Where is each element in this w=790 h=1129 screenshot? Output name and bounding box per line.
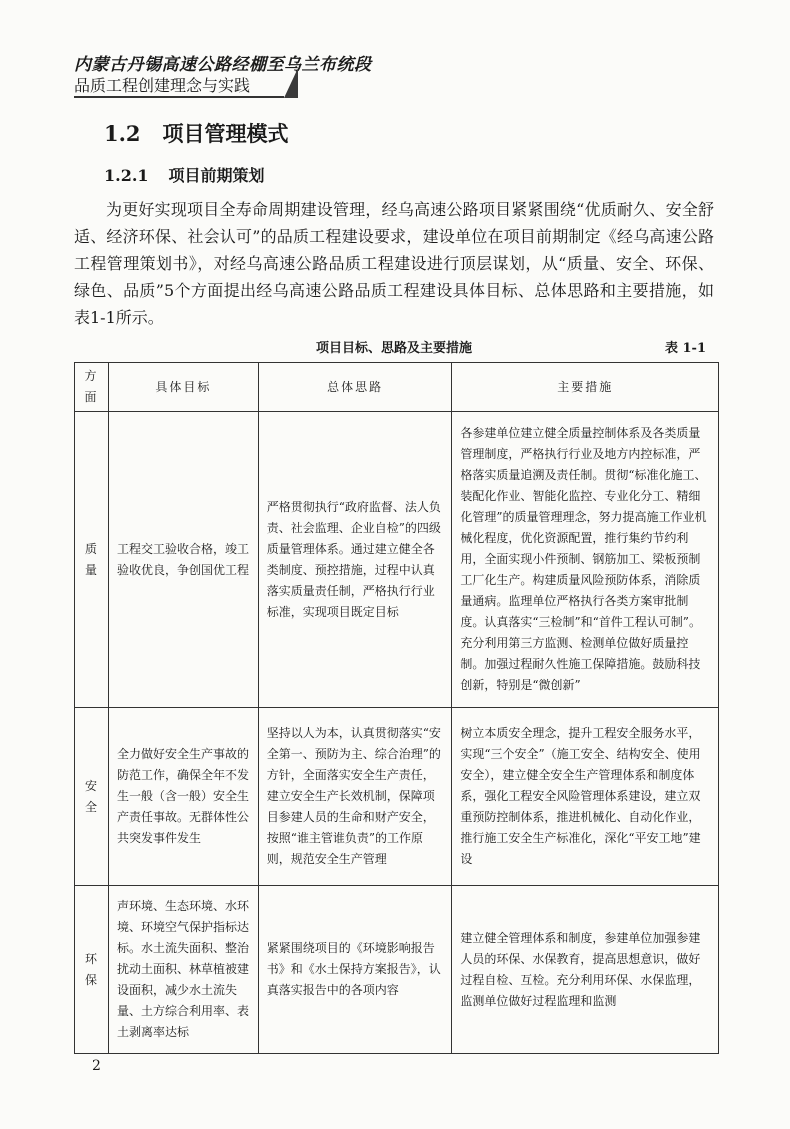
subsection-title: 项目前期策划 — [168, 166, 265, 185]
section-title: 项目管理模式 — [162, 121, 289, 146]
header-subtitle: 品质工程创建理念与实践 — [74, 76, 251, 95]
table-row — [75, 886, 719, 1054]
row-approach: 严格贯彻执行“政府监督、法人负责、社会监理、企业自检”的四级质量管理体系。通过建立健全各类制度、预控措施，过程中认真落实质量责任制，严格执行行业标准，实现项目既定目标 — [258, 412, 452, 708]
subsection-number: 1.2.1 — [104, 166, 149, 185]
table-caption-title: 项目目标、思路及主要措施 — [315, 341, 472, 356]
body-paragraph: 为更好实现项目全寿命周期建设管理，经乌高速公路项目紧紧围绕“优质耐久、安全舒适、经济环保、社会认可”的品质工程建设要求，建设单位在项目前期制定《经乌高速公路工程管理策划书》，对经乌高速公路品质工程建设进行顶层谋划，从“质量、安全、环保、绿色、品质”5个方面提出经乌高速公路品质工程建设具体目标、总体思路和主要措施，如表1-1所示。 — [74, 200, 714, 327]
measures-table — [74, 362, 719, 1054]
header-book-title: 内蒙古丹锡高速公路经棚至乌兰布统段 — [74, 55, 372, 75]
table-header-row — [75, 363, 719, 412]
subsection-heading — [104, 163, 265, 186]
row-measures: 树立本质安全理念，提升工程安全服务水平，实现“三个安全”（施工安全、结构安全、使用安全），建立健全安全生产管理体系和制度体系，强化工程安全风险管理体系建设，建立双重预防控制体系，推进机械化、自动化作业，推行施工安全生产标准化，深化“平安工地”建设 — [452, 708, 719, 886]
table-row — [75, 412, 719, 708]
table-caption — [74, 337, 714, 357]
table-row — [75, 708, 719, 886]
row-aspect: 安全 — [75, 708, 109, 886]
header-goal: 具体目标 — [108, 363, 258, 412]
section-number: 1.2 — [104, 121, 141, 146]
page-number: 2 — [92, 1058, 101, 1074]
row-aspect: 质量 — [75, 412, 109, 708]
row-goal: 全力做好安全生产事故的防范工作，确保全年不发生一般（含一般）安全生产责任事故。无群体性公共突发事件发生 — [108, 708, 258, 886]
row-approach: 紧紧围绕项目的《环境影响报告书》和《水土保持方案报告》，认真落实报告中的各项内容 — [258, 886, 452, 1054]
running-header — [74, 46, 634, 106]
header-approach: 总体思路 — [258, 363, 452, 412]
row-aspect: 环保 — [75, 886, 109, 1054]
header-measures: 主要措施 — [452, 363, 719, 412]
row-goal: 声环境、生态环境、水环境、环境空气保护指标达标。水土流失面积、整治扰动土面积、林草植被建设面积，减少水土流失量、土方综合利用率、表土剥离率达标 — [108, 886, 258, 1054]
table-number: 表 1-1 — [664, 341, 706, 356]
header-aspect: 方面 — [75, 363, 109, 412]
row-approach: 坚持以人为本，认真贯彻落实“安全第一、预防为主、综合治理”的方针，全面落实安全生产责任，建立安全生产长效机制，保障项目参建人员的生命和财产安全，按照“谁主管谁负责”的工作原则，规范安全生产管理 — [258, 708, 452, 886]
header-rule — [74, 96, 284, 98]
row-measures: 建立健全管理体系和制度，参建单位加强参建人员的环保、水保教育，提高思想意识，做好过程自检、互检。充分利用环保、水保监理，监测单位做好过程监理和监测 — [452, 886, 719, 1054]
header-decoration — [284, 68, 298, 98]
row-measures: 各参建单位建立健全质量控制体系及各类质量管理制度，严格执行行业及地方内控标准，严格落实质量追溯及责任制。贯彻“标准化施工、装配化作业、智能化监控、专业化分工、精细化管理”的质量管理理念，努力提高施工作业机械化程度，优化资源配置，推行集约节约利用，全面实现小件预制、钢筋加工、梁板预制工厂化生产。构建质量风险预防体系，消除质量通病。监理单位严格执行各类方案审批制度。认真落实“三检制”和“首件工程认可制”。充分利用第三方监测、检测单位做好质量控制。加强过程耐久性施工保障措施。鼓励科技创新，特别是“微创新” — [452, 412, 719, 708]
row-goal: 工程交工验收合格，竣工验收优良，争创国优工程 — [108, 412, 258, 708]
section-heading — [104, 118, 289, 148]
